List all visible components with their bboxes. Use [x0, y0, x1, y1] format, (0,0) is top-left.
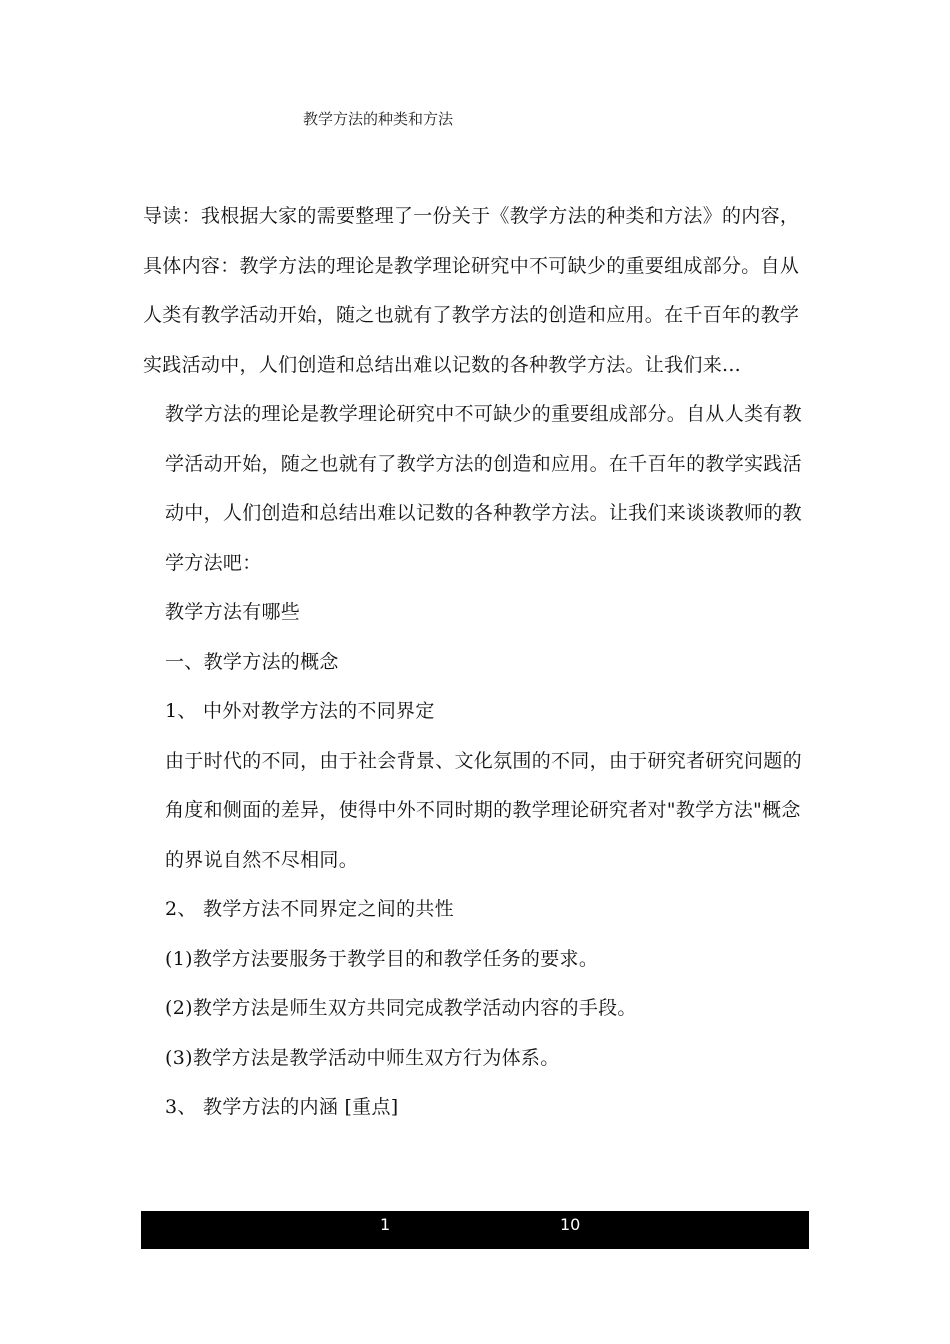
body-paragraph: 教学方法的理论是教学理论研究中不可缺少的重要组成部分。自从人类有教学活动开始，随之也就有了教学方法的创造和应用。在千百年的教学实践活动中，人们创造和总结出难以记数的各种教学方法。让我们来谈谈教师的教学方法吧： — [165, 403, 802, 574]
section-heading: 一、教学方法的概念 — [165, 650, 339, 673]
body-paragraph: 由于时代的不同，由于社会背景、文化氛围的不同，由于研究者研究问题的角度和侧面的差异，使得中外不同时期的教学理论研究者对"教学方法"概念的界说自然不尽相同。 — [165, 749, 802, 871]
section-heading: 教学方法有哪些 — [165, 601, 301, 623]
document-title: 教学方法的种类和方法 — [302, 110, 453, 128]
page-number: 1 — [380, 1215, 391, 1234]
list-item: (1)教学方法要服务于教学目的和教学任务的要求。 — [165, 947, 599, 970]
list-item: (2)教学方法是师生双方共同完成教学活动内容的手段。 — [165, 997, 637, 1019]
page-footer-bar — [141, 1211, 809, 1249]
subsection-heading: 3、 教学方法的内涵 [重点] — [165, 1096, 399, 1118]
intro-paragraph: 导读：我根据大家的需要整理了一份关于《教学方法的种类和方法》的内容，具体内容：教学方法的理论是教学理论研究中不可缺少的重要组成部分。自从人类有教学活动开始，随之也就有了教学方法的创造和应用。在千百年的教学实践活动中，人们创造和总结出难以记数的各种教学方法。让我们来... — [143, 205, 800, 376]
page-total: 10 — [560, 1215, 581, 1234]
subsection-heading: 2、 教学方法不同界定之间的共性 — [165, 898, 454, 920]
list-item: (3)教学方法是教学活动中师生双方行为体系。 — [165, 1046, 560, 1069]
subsection-heading: 1、 中外对教学方法的不同界定 — [165, 700, 435, 722]
document-body — [143, 192, 811, 1133]
